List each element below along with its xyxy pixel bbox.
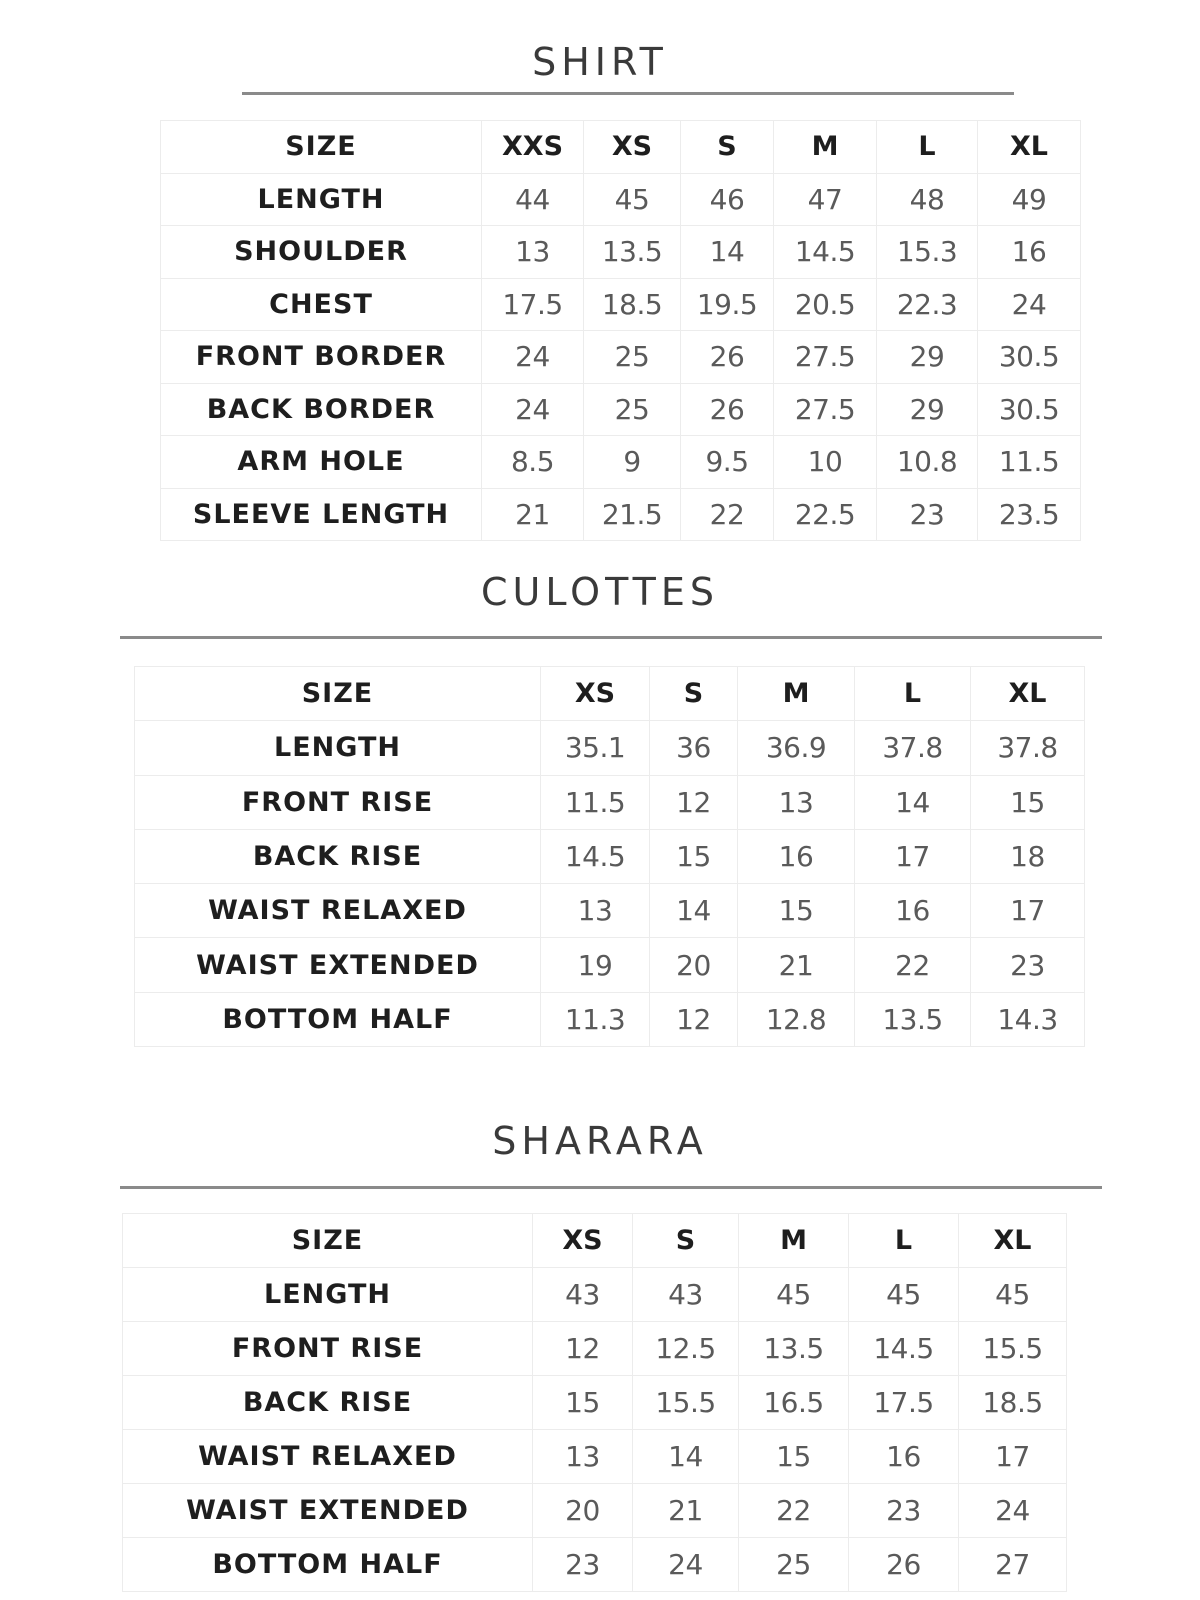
sharara-size-xs: XS [533, 1214, 633, 1268]
culottes-cell: 37.8 [855, 721, 971, 775]
sharara-title: SHARARA [492, 1119, 708, 1163]
shirt-row-label: BACK BORDER [161, 383, 482, 436]
culottes-row-label: BACK RISE [135, 829, 541, 883]
shirt-size-xs: XS [584, 121, 681, 174]
shirt-cell: 10 [774, 436, 877, 489]
shirt-cell: 47 [774, 173, 877, 226]
shirt-cell: 27.5 [774, 383, 877, 436]
shirt-cell: 44 [482, 173, 584, 226]
shirt-cell: 15.3 [877, 226, 978, 279]
culottes-cell: 15 [971, 775, 1085, 829]
sharara-row-label: LENGTH [123, 1268, 533, 1322]
shirt-header-row [161, 121, 1081, 174]
sharara-cell: 12.5 [633, 1322, 739, 1376]
sharara-cell: 22 [739, 1484, 849, 1538]
sharara-title-rule [120, 1186, 1102, 1189]
culottes-row-front-rise [135, 775, 1085, 829]
culottes-cell: 13 [738, 775, 855, 829]
culottes-cell: 36 [650, 721, 738, 775]
shirt-cell: 48 [877, 173, 978, 226]
sharara-cell: 18.5 [959, 1376, 1067, 1430]
culottes-cell: 21 [738, 938, 855, 992]
shirt-cell: 22.5 [774, 488, 877, 541]
shirt-cell: 46 [681, 173, 774, 226]
sharara-cell: 16 [849, 1430, 959, 1484]
sharara-cell: 16.5 [739, 1376, 849, 1430]
culottes-cell: 18 [971, 829, 1085, 883]
shirt-cell: 24 [482, 331, 584, 384]
culottes-title-rule [120, 636, 1102, 639]
shirt-cell: 45 [584, 173, 681, 226]
shirt-size-s: S [681, 121, 774, 174]
culottes-row-label: FRONT RISE [135, 775, 541, 829]
culottes-cell: 12 [650, 992, 738, 1046]
sharara-cell: 45 [849, 1268, 959, 1322]
shirt-row-sleeve-length [161, 488, 1081, 541]
shirt-cell: 24 [978, 278, 1081, 331]
shirt-cell: 23.5 [978, 488, 1081, 541]
sharara-size-m: M [739, 1214, 849, 1268]
sharara-cell: 45 [739, 1268, 849, 1322]
sharara-cell: 21 [633, 1484, 739, 1538]
sharara-cell: 12 [533, 1322, 633, 1376]
culottes-cell: 16 [855, 884, 971, 938]
culottes-cell: 15 [738, 884, 855, 938]
shirt-title-rule [242, 92, 1014, 95]
sharara-row-waist-extended [123, 1484, 1067, 1538]
shirt-row-front-border [161, 331, 1081, 384]
sharara-cell: 45 [959, 1268, 1067, 1322]
culottes-cell: 36.9 [738, 721, 855, 775]
culottes-cell: 19 [541, 938, 650, 992]
culottes-cell: 13.5 [855, 992, 971, 1046]
shirt-row-length [161, 173, 1081, 226]
shirt-cell: 24 [482, 383, 584, 436]
sharara-row-label: WAIST RELAXED [123, 1430, 533, 1484]
shirt-cell: 14.5 [774, 226, 877, 279]
shirt-cell: 30.5 [978, 383, 1081, 436]
sharara-cell: 15 [533, 1376, 633, 1430]
culottes-cell: 14 [855, 775, 971, 829]
shirt-row-label: FRONT BORDER [161, 331, 482, 384]
sharara-cell: 14 [633, 1430, 739, 1484]
shirt-cell: 25 [584, 383, 681, 436]
shirt-cell: 27.5 [774, 331, 877, 384]
sharara-cell: 24 [633, 1538, 739, 1592]
shirt-cell: 25 [584, 331, 681, 384]
culottes-row-label: WAIST EXTENDED [135, 938, 541, 992]
culottes-row-bottom-half [135, 992, 1085, 1046]
shirt-cell: 18.5 [584, 278, 681, 331]
shirt-cell: 13 [482, 226, 584, 279]
sharara-cell: 43 [533, 1268, 633, 1322]
shirt-cell: 17.5 [482, 278, 584, 331]
sharara-cell: 15 [739, 1430, 849, 1484]
culottes-cell: 14.3 [971, 992, 1085, 1046]
sharara-row-label: BOTTOM HALF [123, 1538, 533, 1592]
culottes-size-l: L [855, 667, 971, 721]
shirt-cell: 9 [584, 436, 681, 489]
culottes-cell: 13 [541, 884, 650, 938]
shirt-row-label: CHEST [161, 278, 482, 331]
sharara-cell: 15.5 [633, 1376, 739, 1430]
culottes-size-table [134, 666, 1085, 1047]
culottes-cell: 12 [650, 775, 738, 829]
culottes-size-xl: XL [971, 667, 1085, 721]
culottes-size-xs: XS [541, 667, 650, 721]
culottes-cell: 17 [971, 884, 1085, 938]
sharara-cell: 20 [533, 1484, 633, 1538]
sharara-row-waist-relaxed [123, 1430, 1067, 1484]
shirt-cell: 16 [978, 226, 1081, 279]
sharara-row-label: BACK RISE [123, 1376, 533, 1430]
shirt-cell: 22.3 [877, 278, 978, 331]
sharara-row-back-rise [123, 1376, 1067, 1430]
shirt-size-table [160, 120, 1081, 541]
culottes-row-label: LENGTH [135, 721, 541, 775]
shirt-row-label: SLEEVE LENGTH [161, 488, 482, 541]
sharara-row-label: FRONT RISE [123, 1322, 533, 1376]
sharara-cell: 43 [633, 1268, 739, 1322]
sharara-cell: 25 [739, 1538, 849, 1592]
sharara-size-header: SIZE [123, 1214, 533, 1268]
sharara-size-xl: XL [959, 1214, 1067, 1268]
culottes-row-label: WAIST RELAXED [135, 884, 541, 938]
culottes-cell: 11.5 [541, 775, 650, 829]
shirt-cell: 22 [681, 488, 774, 541]
shirt-size-m: M [774, 121, 877, 174]
shirt-row-chest [161, 278, 1081, 331]
culottes-cell: 15 [650, 829, 738, 883]
culottes-header-row [135, 667, 1085, 721]
shirt-cell: 30.5 [978, 331, 1081, 384]
culottes-title: CULOTTES [481, 570, 719, 614]
shirt-cell: 8.5 [482, 436, 584, 489]
shirt-cell: 29 [877, 383, 978, 436]
culottes-row-label: BOTTOM HALF [135, 992, 541, 1046]
shirt-cell: 26 [681, 331, 774, 384]
shirt-size-header: SIZE [161, 121, 482, 174]
sharara-header-row [123, 1214, 1067, 1268]
culottes-size-m: M [738, 667, 855, 721]
shirt-cell: 19.5 [681, 278, 774, 331]
shirt-size-xl: XL [978, 121, 1081, 174]
sharara-cell: 14.5 [849, 1322, 959, 1376]
culottes-cell: 23 [971, 938, 1085, 992]
culottes-row-back-rise [135, 829, 1085, 883]
sharara-size-table [122, 1213, 1067, 1592]
culottes-cell: 20 [650, 938, 738, 992]
culottes-cell: 35.1 [541, 721, 650, 775]
shirt-row-arm-hole [161, 436, 1081, 489]
sharara-row-front-rise [123, 1322, 1067, 1376]
sharara-cell: 23 [849, 1484, 959, 1538]
culottes-cell: 16 [738, 829, 855, 883]
sharara-size-s: S [633, 1214, 739, 1268]
culottes-row-waist-relaxed [135, 884, 1085, 938]
shirt-cell: 29 [877, 331, 978, 384]
culottes-cell: 37.8 [971, 721, 1085, 775]
shirt-cell: 21.5 [584, 488, 681, 541]
sharara-cell: 27 [959, 1538, 1067, 1592]
sharara-cell: 24 [959, 1484, 1067, 1538]
culottes-cell: 17 [855, 829, 971, 883]
shirt-cell: 9.5 [681, 436, 774, 489]
shirt-size-xxs: XXS [482, 121, 584, 174]
shirt-row-label: ARM HOLE [161, 436, 482, 489]
culottes-cell: 14 [650, 884, 738, 938]
culottes-row-waist-extended [135, 938, 1085, 992]
shirt-cell: 14 [681, 226, 774, 279]
sharara-cell: 17 [959, 1430, 1067, 1484]
shirt-cell: 13.5 [584, 226, 681, 279]
culottes-cell: 22 [855, 938, 971, 992]
culottes-cell: 12.8 [738, 992, 855, 1046]
shirt-row-shoulder [161, 226, 1081, 279]
shirt-cell: 49 [978, 173, 1081, 226]
sharara-cell: 26 [849, 1538, 959, 1592]
sharara-row-length [123, 1268, 1067, 1322]
culottes-cell: 14.5 [541, 829, 650, 883]
culottes-row-length [135, 721, 1085, 775]
sharara-cell: 23 [533, 1538, 633, 1592]
shirt-row-label: SHOULDER [161, 226, 482, 279]
culottes-cell: 11.3 [541, 992, 650, 1046]
shirt-row-label: LENGTH [161, 173, 482, 226]
shirt-size-l: L [877, 121, 978, 174]
shirt-cell: 11.5 [978, 436, 1081, 489]
sharara-row-bottom-half [123, 1538, 1067, 1592]
sharara-cell: 13.5 [739, 1322, 849, 1376]
shirt-cell: 21 [482, 488, 584, 541]
shirt-cell: 23 [877, 488, 978, 541]
sharara-cell: 15.5 [959, 1322, 1067, 1376]
culottes-size-header: SIZE [135, 667, 541, 721]
culottes-size-s: S [650, 667, 738, 721]
shirt-cell: 26 [681, 383, 774, 436]
sharara-row-label: WAIST EXTENDED [123, 1484, 533, 1538]
shirt-cell: 10.8 [877, 436, 978, 489]
shirt-cell: 20.5 [774, 278, 877, 331]
sharara-cell: 13 [533, 1430, 633, 1484]
sharara-cell: 17.5 [849, 1376, 959, 1430]
shirt-title: SHIRT [532, 40, 668, 84]
sharara-size-l: L [849, 1214, 959, 1268]
shirt-row-back-border [161, 383, 1081, 436]
